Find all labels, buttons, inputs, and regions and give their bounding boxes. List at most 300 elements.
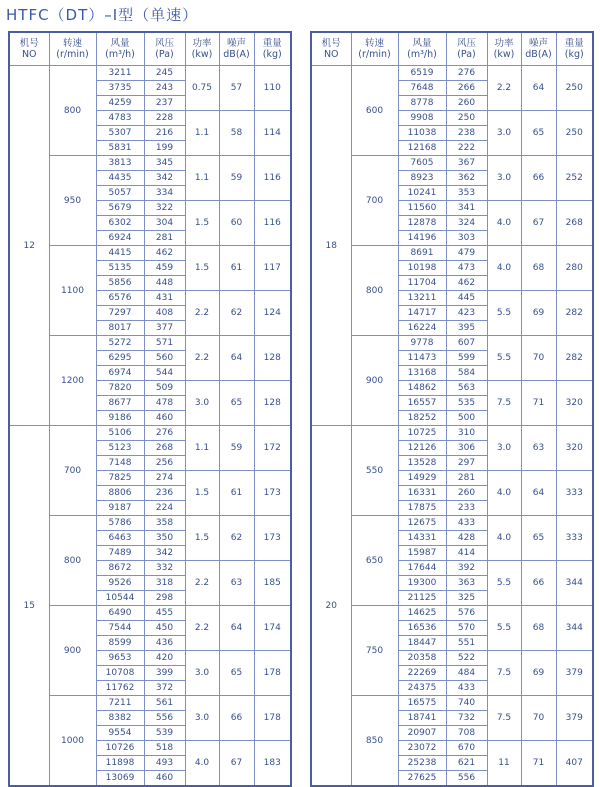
pressure-cell: 377	[144, 321, 185, 336]
pressure-cell: 560	[144, 351, 185, 366]
pressure-cell: 621	[446, 756, 487, 771]
power-cell: 2.2	[185, 336, 219, 381]
flow-cell: 14331	[398, 531, 446, 546]
table-row	[9, 516, 291, 531]
noise-cell: 65	[219, 381, 254, 426]
noise-cell: 64	[219, 336, 254, 381]
speed-cell: 800	[351, 246, 398, 336]
weight-cell: 183	[254, 741, 291, 787]
flow-cell: 5856	[96, 276, 144, 291]
pressure-cell: 708	[446, 726, 487, 741]
pressure-cell: 274	[144, 471, 185, 486]
pressure-cell: 345	[144, 156, 185, 171]
flow-cell: 9186	[96, 411, 144, 426]
flow-cell: 23072	[398, 741, 446, 756]
header-power	[487, 32, 521, 66]
noise-cell: 62	[219, 516, 254, 561]
pressure-cell: 303	[446, 231, 487, 246]
header-model-label: 机号	[19, 38, 39, 49]
speed-cell: 600	[351, 66, 398, 156]
noise-cell: 67	[219, 741, 254, 787]
model-no-cell: 20	[311, 426, 351, 787]
noise-cell: 63	[521, 426, 556, 471]
noise-cell: 66	[219, 696, 254, 741]
flow-cell: 8677	[96, 396, 144, 411]
header-speed	[351, 32, 398, 66]
power-cell: 1.5	[185, 471, 219, 516]
pressure-cell: 462	[446, 276, 487, 291]
flow-cell: 12168	[398, 141, 446, 156]
pressure-cell: 372	[144, 681, 185, 696]
pressure-cell: 479	[446, 246, 487, 261]
pressure-cell: 445	[446, 291, 487, 306]
pressure-cell: 237	[144, 96, 185, 111]
pressure-cell: 459	[144, 261, 185, 276]
pressure-cell: 433	[446, 516, 487, 531]
pressure-cell: 392	[446, 561, 487, 576]
flow-cell: 5057	[96, 186, 144, 201]
pressure-cell: 324	[446, 216, 487, 231]
power-cell: 3.0	[185, 381, 219, 426]
weight-cell: 128	[254, 381, 291, 426]
flow-cell: 16536	[398, 621, 446, 636]
flow-cell: 16224	[398, 321, 446, 336]
header-power-label: 功率	[192, 38, 212, 49]
pressure-cell: 563	[446, 381, 487, 396]
power-cell: 5.5	[487, 291, 521, 336]
power-cell: 11	[487, 741, 521, 787]
pressure-cell: 484	[446, 666, 487, 681]
pressure-cell: 535	[446, 396, 487, 411]
header-pressure	[144, 32, 185, 66]
pressure-cell: 522	[446, 651, 487, 666]
pressure-cell: 460	[144, 771, 185, 787]
flow-cell: 3735	[96, 81, 144, 96]
flow-cell: 8806	[96, 486, 144, 501]
flow-cell: 11762	[96, 681, 144, 696]
flow-cell: 7489	[96, 546, 144, 561]
flow-cell: 11898	[96, 756, 144, 771]
flow-cell: 6519	[398, 66, 446, 81]
flow-cell: 5135	[96, 261, 144, 276]
power-cell: 4.0	[185, 741, 219, 787]
flow-cell: 11560	[398, 201, 446, 216]
power-cell: 2.2	[185, 606, 219, 651]
pressure-cell: 462	[144, 246, 185, 261]
pressure-cell: 493	[144, 756, 185, 771]
power-cell: 2.2	[185, 291, 219, 336]
weight-cell: 282	[556, 291, 593, 336]
pressure-cell: 570	[446, 621, 487, 636]
flow-cell: 8017	[96, 321, 144, 336]
flow-cell: 12126	[398, 441, 446, 456]
power-cell: 3.0	[487, 426, 521, 471]
pressure-cell: 233	[446, 501, 487, 516]
weight-cell: 379	[556, 696, 593, 741]
power-cell: 3.0	[487, 111, 521, 156]
speed-cell: 650	[351, 516, 398, 606]
pressure-cell: 224	[144, 501, 185, 516]
table-row	[9, 66, 291, 81]
flow-cell: 9908	[398, 111, 446, 126]
weight-cell: 173	[254, 516, 291, 561]
weight-cell: 379	[556, 651, 593, 696]
pressure-cell: 306	[446, 441, 487, 456]
flow-cell: 7211	[96, 696, 144, 711]
model-no-cell: 12	[9, 66, 49, 426]
pressure-cell: 500	[446, 411, 487, 426]
speed-cell: 550	[351, 426, 398, 516]
table-row	[311, 696, 593, 711]
pressure-cell: 281	[446, 471, 487, 486]
speed-cell: 1000	[49, 696, 96, 787]
flow-cell: 9554	[96, 726, 144, 741]
header-power-unit: (kw)	[191, 49, 213, 60]
weight-cell: 116	[254, 201, 291, 246]
weight-cell: 172	[254, 426, 291, 471]
pressure-cell: 310	[446, 426, 487, 441]
noise-cell: 71	[521, 741, 556, 787]
pressure-cell: 556	[446, 771, 487, 787]
header-speed-label: 转速	[364, 38, 384, 49]
speed-cell: 900	[49, 606, 96, 696]
pressure-cell: 325	[446, 591, 487, 606]
speed-cell: 750	[351, 606, 398, 696]
pressure-cell: 245	[144, 66, 185, 81]
pressure-cell: 350	[144, 531, 185, 546]
spec-table-left	[8, 31, 292, 787]
flow-cell: 13069	[96, 771, 144, 787]
header-model	[311, 32, 351, 66]
pressure-cell: 322	[144, 201, 185, 216]
header-pressure	[446, 32, 487, 66]
header-model-unit: NO	[21, 49, 37, 60]
pressure-cell: 431	[144, 291, 185, 306]
power-cell: 5.5	[487, 336, 521, 381]
pressure-cell: 238	[446, 126, 487, 141]
header-weight	[556, 32, 593, 66]
flow-cell: 19300	[398, 576, 446, 591]
flow-cell: 6463	[96, 531, 144, 546]
header-speed-label: 转速	[62, 38, 82, 49]
noise-cell: 64	[219, 606, 254, 651]
flow-cell: 6576	[96, 291, 144, 306]
power-cell: 2.2	[487, 66, 521, 111]
flow-cell: 15987	[398, 546, 446, 561]
pressure-cell: 561	[144, 696, 185, 711]
header-flow	[96, 32, 144, 66]
pressure-cell: 266	[446, 81, 487, 96]
flow-cell: 13528	[398, 456, 446, 471]
weight-cell: 178	[254, 651, 291, 696]
flow-cell: 18741	[398, 711, 446, 726]
flow-cell: 14717	[398, 306, 446, 321]
pressure-cell: 256	[144, 456, 185, 471]
header-speed	[49, 32, 96, 66]
flow-cell: 10725	[398, 426, 446, 441]
flow-cell: 5786	[96, 516, 144, 531]
flow-cell: 7544	[96, 621, 144, 636]
flow-cell: 14929	[398, 471, 446, 486]
noise-cell: 66	[521, 156, 556, 201]
pressure-cell: 448	[144, 276, 185, 291]
flow-cell: 14625	[398, 606, 446, 621]
header-pressure-label: 风压	[456, 38, 476, 49]
table-row	[311, 246, 593, 261]
pressure-cell: 670	[446, 741, 487, 756]
pressure-cell: 395	[446, 321, 487, 336]
pressure-cell: 414	[446, 546, 487, 561]
noise-cell: 60	[219, 201, 254, 246]
weight-cell: 124	[254, 291, 291, 336]
model-no-cell: 18	[311, 66, 351, 426]
flow-cell: 14196	[398, 231, 446, 246]
header-noise	[219, 32, 254, 66]
weight-cell: 280	[556, 246, 593, 291]
header-power	[185, 32, 219, 66]
speed-cell: 800	[49, 516, 96, 606]
pressure-cell: 551	[446, 636, 487, 651]
pressure-cell: 276	[446, 66, 487, 81]
header-flow-unit: (m³/h)	[407, 49, 437, 60]
weight-cell: 250	[556, 111, 593, 156]
weight-cell: 185	[254, 561, 291, 606]
weight-cell: 117	[254, 246, 291, 291]
speed-cell: 800	[49, 66, 96, 156]
spec-table-right	[310, 31, 594, 787]
header-power-unit: (kw)	[493, 49, 515, 60]
flow-cell: 7820	[96, 381, 144, 396]
flow-cell: 11473	[398, 351, 446, 366]
table-row	[311, 66, 593, 81]
pressure-cell: 539	[144, 726, 185, 741]
pressure-cell: 544	[144, 366, 185, 381]
flow-cell: 14862	[398, 381, 446, 396]
weight-cell: 128	[254, 336, 291, 381]
flow-cell: 18447	[398, 636, 446, 651]
table-row	[311, 606, 593, 621]
header-noise-label: 噪声	[528, 38, 548, 49]
flow-cell: 20907	[398, 726, 446, 741]
pressure-cell: 478	[144, 396, 185, 411]
flow-cell: 7148	[96, 456, 144, 471]
flow-cell: 3813	[96, 156, 144, 171]
pressure-cell: 268	[144, 441, 185, 456]
pressure-cell: 342	[144, 546, 185, 561]
flow-cell: 8923	[398, 171, 446, 186]
noise-cell: 68	[521, 606, 556, 651]
header-weight-label: 重量	[564, 38, 584, 49]
noise-cell: 67	[521, 201, 556, 246]
noise-cell: 61	[219, 471, 254, 516]
header-noise	[521, 32, 556, 66]
noise-cell: 61	[219, 246, 254, 291]
weight-cell: 333	[556, 471, 593, 516]
flow-cell: 6302	[96, 216, 144, 231]
header-flow-label: 风量	[110, 38, 130, 49]
pressure-cell: 353	[446, 186, 487, 201]
header-model-unit: NO	[323, 49, 339, 60]
flow-cell: 6974	[96, 366, 144, 381]
noise-cell: 66	[521, 561, 556, 606]
weight-cell: 344	[556, 606, 593, 651]
table-body	[9, 66, 291, 787]
pressure-cell: 436	[144, 636, 185, 651]
pressure-cell: 420	[144, 651, 185, 666]
noise-cell: 62	[219, 291, 254, 336]
pressure-cell: 576	[446, 606, 487, 621]
pressure-cell: 428	[446, 531, 487, 546]
power-cell: 1.1	[185, 111, 219, 156]
header-speed-unit: (r/min)	[358, 49, 391, 60]
pressure-cell: 399	[144, 666, 185, 681]
model-no-cell: 15	[9, 426, 49, 787]
noise-cell: 65	[219, 651, 254, 696]
pressure-cell: 342	[144, 171, 185, 186]
table-row	[311, 336, 593, 351]
speed-cell: 1200	[49, 336, 96, 426]
flow-cell: 6490	[96, 606, 144, 621]
weight-cell: 320	[556, 381, 593, 426]
power-cell: 7.5	[487, 381, 521, 426]
pressure-cell: 607	[446, 336, 487, 351]
table-row	[9, 426, 291, 441]
flow-cell: 13211	[398, 291, 446, 306]
flow-cell: 21125	[398, 591, 446, 606]
flow-cell: 24375	[398, 681, 446, 696]
header-noise-unit: dB(A)	[525, 49, 552, 60]
flow-cell: 8672	[96, 561, 144, 576]
flow-cell: 9778	[398, 336, 446, 351]
flow-cell: 8599	[96, 636, 144, 651]
table-row	[9, 246, 291, 261]
pressure-cell: 732	[446, 711, 487, 726]
flow-cell: 5831	[96, 141, 144, 156]
speed-cell: 850	[351, 696, 398, 787]
pressure-cell: 304	[144, 216, 185, 231]
pressure-cell: 433	[446, 681, 487, 696]
weight-cell: 174	[254, 606, 291, 651]
flow-cell: 16575	[398, 696, 446, 711]
pressure-cell: 297	[446, 456, 487, 471]
speed-cell: 950	[49, 156, 96, 246]
header-flow-unit: (m³/h)	[105, 49, 135, 60]
flow-cell: 18252	[398, 411, 446, 426]
power-cell: 1.1	[185, 156, 219, 201]
header-noise-label: 噪声	[226, 38, 246, 49]
flow-cell: 25238	[398, 756, 446, 771]
noise-cell: 57	[219, 66, 254, 111]
flow-cell: 7648	[398, 81, 446, 96]
flow-cell: 16557	[398, 396, 446, 411]
header-flow	[398, 32, 446, 66]
flow-cell: 10241	[398, 186, 446, 201]
pressure-cell: 334	[144, 186, 185, 201]
table-row	[9, 336, 291, 351]
pressure-cell: 556	[144, 711, 185, 726]
weight-cell: 250	[556, 66, 593, 111]
header-row	[311, 32, 593, 66]
flow-cell: 17644	[398, 561, 446, 576]
flow-cell: 8778	[398, 96, 446, 111]
header-weight-unit: (kg)	[262, 49, 282, 60]
power-cell: 4.0	[487, 471, 521, 516]
flow-cell: 8691	[398, 246, 446, 261]
power-cell: 4.0	[487, 201, 521, 246]
flow-cell: 11704	[398, 276, 446, 291]
pressure-cell: 318	[144, 576, 185, 591]
flow-cell: 3211	[96, 66, 144, 81]
pressure-cell: 260	[446, 96, 487, 111]
flow-cell: 4259	[96, 96, 144, 111]
header-weight-unit: (kg)	[564, 49, 584, 60]
pressure-cell: 250	[446, 111, 487, 126]
power-cell: 3.0	[185, 651, 219, 696]
power-cell: 2.2	[185, 561, 219, 606]
weight-cell: 407	[556, 741, 593, 787]
pressure-cell: 236	[144, 486, 185, 501]
pressure-cell: 281	[144, 231, 185, 246]
header-model-label: 机号	[321, 38, 341, 49]
header-pressure-unit: (Pa)	[457, 49, 476, 60]
pressure-cell: 358	[144, 516, 185, 531]
flow-cell: 4435	[96, 171, 144, 186]
flow-cell: 4415	[96, 246, 144, 261]
speed-cell: 700	[351, 156, 398, 246]
flow-cell: 9187	[96, 501, 144, 516]
table-row	[9, 606, 291, 621]
power-cell: 1.5	[185, 246, 219, 291]
pressure-cell: 518	[144, 741, 185, 756]
flow-cell: 16331	[398, 486, 446, 501]
noise-cell: 70	[521, 696, 556, 741]
table-row	[311, 156, 593, 171]
pressure-cell: 455	[144, 606, 185, 621]
pressure-cell: 408	[144, 306, 185, 321]
pressure-cell: 260	[446, 486, 487, 501]
weight-cell: 252	[556, 156, 593, 201]
power-cell: 7.5	[487, 651, 521, 696]
table-row	[311, 426, 593, 441]
noise-cell: 65	[521, 111, 556, 156]
flow-cell: 5679	[96, 201, 144, 216]
noise-cell: 70	[521, 336, 556, 381]
power-cell: 5.5	[487, 561, 521, 606]
flow-cell: 11038	[398, 126, 446, 141]
flow-cell: 12878	[398, 216, 446, 231]
flow-cell: 20358	[398, 651, 446, 666]
flow-cell: 6924	[96, 231, 144, 246]
header-row	[9, 32, 291, 66]
pressure-cell: 460	[144, 411, 185, 426]
flow-cell: 9526	[96, 576, 144, 591]
pressure-cell: 450	[144, 621, 185, 636]
pressure-cell: 509	[144, 381, 185, 396]
flow-cell: 17875	[398, 501, 446, 516]
weight-cell: 173	[254, 471, 291, 516]
noise-cell: 65	[521, 516, 556, 561]
speed-cell: 900	[351, 336, 398, 426]
flow-cell: 7297	[96, 306, 144, 321]
pressure-cell: 473	[446, 261, 487, 276]
power-cell: 4.0	[487, 516, 521, 561]
speed-cell: 1100	[49, 246, 96, 336]
weight-cell: 110	[254, 66, 291, 111]
power-cell: 3.0	[185, 696, 219, 741]
power-cell: 3.0	[487, 156, 521, 201]
flow-cell: 7825	[96, 471, 144, 486]
weight-cell: 268	[556, 201, 593, 246]
